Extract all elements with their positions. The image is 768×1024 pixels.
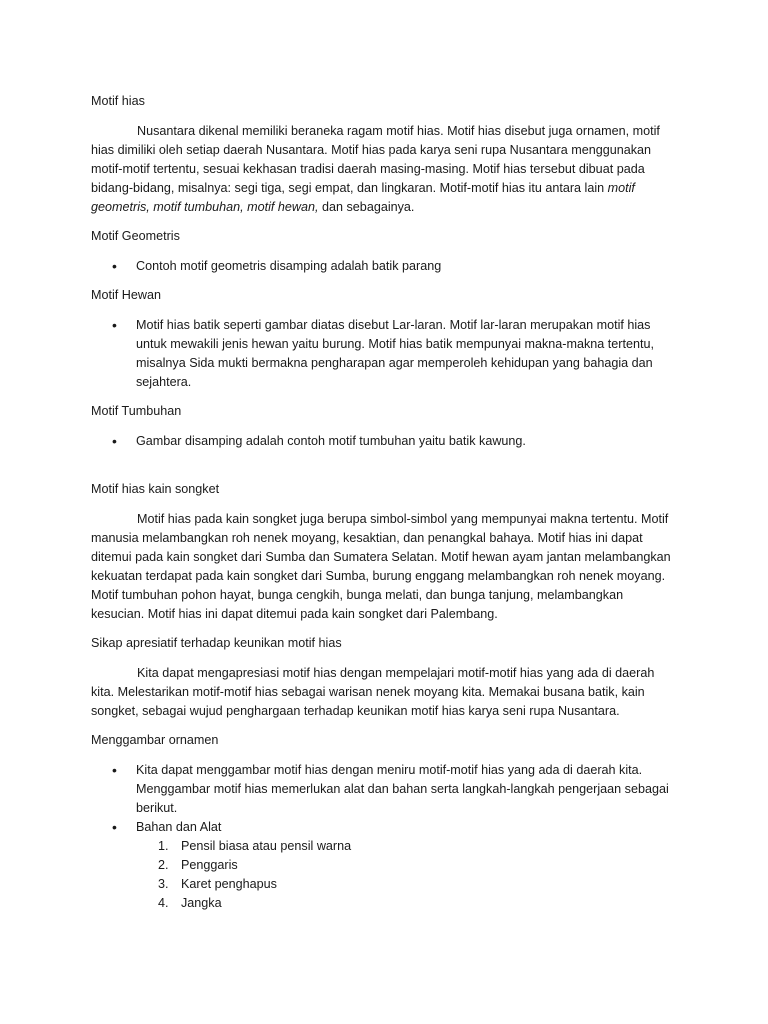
tool-number: 3. xyxy=(158,877,169,891)
list-item-bahan-alat xyxy=(91,818,677,913)
tool-label: Penggaris xyxy=(181,858,238,872)
tool-item xyxy=(136,856,677,875)
heading-motif-tumbuhan: Motif Tumbuhan xyxy=(91,404,182,418)
blank-line xyxy=(91,461,677,480)
tool-item xyxy=(136,894,677,913)
list-item: • Kita dapat menggambar motif hias dengan meniru motif-motif hias yang ada di daerah kita. Menggambar motif hias memerlukan alat dan bahan serta langkah-langkah pengerjaan sebagai berikut. xyxy=(91,761,677,818)
tool-number: 4. xyxy=(158,896,169,910)
intro-text-end: dan sebagainya. xyxy=(318,200,415,214)
heading-sikap-apresiatif: Sikap apresiatif terhadap keunikan motif hias xyxy=(91,636,342,650)
intro-italic-text: motif geometris, motif tumbuhan, motif hewan, xyxy=(91,181,635,214)
tools-list xyxy=(136,837,677,913)
menggambar-list xyxy=(91,761,677,913)
tumbuhan-list xyxy=(91,432,677,451)
intro-text: Nusantara dikenal memiliki beraneka ragam motif hias. Motif hias disebut juga ornamen, motif hias dimiliki oleh setiap daerah Nusantara. Motif hias pada karya seni rupa Nusantara menggunakan motif-motif tertentu, sesuai kekhasan tradisi daerah masing-masing. Motif hias tersebut dibuat pada bidang-bidang, misalnya: segi tiga, segi empat, dan lingkaran. Motif-motif hias itu antara lain xyxy=(91,124,660,195)
tool-number: 1. xyxy=(158,839,169,853)
tool-label: Pensil biasa atau pensil warna xyxy=(181,839,352,853)
list-item: • Gambar disamping adalah contoh motif tumbuhan yaitu batik kawung. xyxy=(91,432,677,451)
tool-item xyxy=(136,837,677,856)
heading-menggambar-ornamen: Menggambar ornamen xyxy=(91,733,219,747)
geometris-list xyxy=(91,257,677,276)
hewan-list xyxy=(91,316,677,392)
heading-motif-songket: Motif hias kain songket xyxy=(91,482,220,496)
document-title: Motif hias xyxy=(91,94,145,108)
heading-motif-geometris: Motif Geometris xyxy=(91,229,180,243)
sikap-paragraph: Kita dapat mengapresiasi motif hias dengan mempelajari motif-motif hias yang ada di daerah kita. Melestarikan motif-motif hias sebagai warisan nenek moyang kita. Memakai busana batik, kain songket, sebagai wujud penghargaan terhadap keunikan motif hias karya seni rupa Nusantara. xyxy=(91,666,655,718)
tool-label: Karet penghapus xyxy=(181,877,277,891)
tool-number: 2. xyxy=(158,858,169,872)
intro-paragraph xyxy=(91,122,677,217)
bahan-alat-label: Bahan dan Alat xyxy=(136,820,222,834)
tool-label: Jangka xyxy=(181,896,222,910)
songket-paragraph: Motif hias pada kain songket juga berupa simbol-simbol yang mempunyai makna tertentu. Motif manusia melambangkan roh nenek moyang, kesaktian, dan penangkal bahaya. Motif hias ini dapat ditemui pada kain songket dari Sumba dan Sumatera Selatan. Motif hewan ayam jantan melambangkan kekuatan terdapat pada kain songket dari Sumba, burung enggang melambangkan roh nenek moyang. Motif tumbuhan pohon hayat, bunga cengkih, bunga melati, dan bunga tanjung, melambangkan kesucian. Motif hias ini dapat ditemui pada kain songket dari Palembang. xyxy=(91,512,671,621)
list-item: • Motif hias batik seperti gambar diatas disebut Lar-laran. Motif lar-laran merupakan motif hias untuk mewakili jenis hewan yaitu burung. Motif hias batik mempunyai makna-makna tertentu, misalnya Sida mukti bermakna pengharapan agar memperoleh kehidupan yang bahagia dan sejahtera. xyxy=(91,316,677,392)
list-item: • Contoh motif geometris disamping adalah batik parang xyxy=(91,257,677,276)
heading-motif-hewan: Motif Hewan xyxy=(91,288,161,302)
tool-item xyxy=(136,875,677,894)
document-page xyxy=(91,92,677,913)
